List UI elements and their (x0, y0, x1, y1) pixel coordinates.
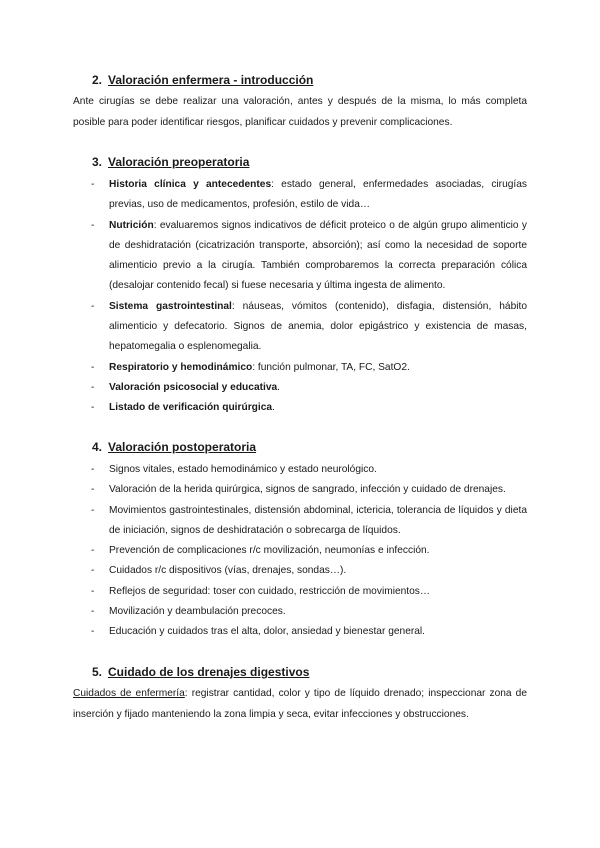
list-item: - Prevención de complicaciones r/c movilización, neumonías e infección. (91, 541, 527, 561)
item-text: : evaluaremos signos indicativos de déficit proteico o de algún grupo alimenticio y de deshidratación (cicatrización transporte, absorción); así como la necesidad de soporte alimenticio previo a la cirugía. También comprobaremos la correcta preparación cólica (desalojar contenido fecal) si fuese necesaria y última ingesta de alimento. (109, 219, 527, 292)
section-4-heading (92, 440, 256, 454)
preoperative-list (91, 175, 527, 419)
section-3-heading (92, 155, 249, 169)
section-2-heading (92, 73, 313, 87)
care-text: : registrar cantidad, color y tipo de líquido drenado; inspeccionar zona de inserción y fijado manteniendo la zona limpia y seca, evitar infecciones y obstrucciones. (73, 688, 527, 720)
section-number: 5. (92, 665, 103, 679)
list-item (91, 358, 527, 378)
item-label: Sistema gastrointestinal (109, 300, 232, 312)
list-item (91, 216, 527, 297)
section-number: 4. (92, 440, 103, 454)
list-item: - Educación y cuidados tras el alta, dolor, ansiedad y bienestar general. (91, 622, 527, 642)
list-item: - Cuidados r/c dispositivos (vías, drenajes, sondas…). (91, 561, 527, 581)
section-number: 3. (92, 155, 103, 169)
item-label: Valoración psicosocial y educativa (109, 381, 278, 393)
section-2-paragraph: Ante cirugías se debe realizar una valoración, antes y después de la misma, lo más completa posible para poder identificar riesgos, planificar cuidados y prevenir complicaciones. (73, 96, 527, 128)
section-title: Valoración postoperatoria (108, 440, 257, 454)
list-item: - Movilización y deambulación precoces. (91, 602, 527, 622)
item-text: : náuseas, vómitos (contenido), disfagia, distensión, hábito alimenticio y defecatorio. Signos de anemia, dolor epigástrico y existencia de masas, hepatomegalia o esplenomegalia. (109, 300, 527, 353)
list-item (91, 297, 527, 358)
list-item (91, 378, 527, 398)
item-text: . (272, 402, 275, 414)
item-text: : función pulmonar, TA, FC, SatO2. (252, 361, 410, 373)
item-label: Respiratorio y hemodinámico (109, 361, 253, 373)
section-5-heading (92, 665, 309, 679)
list-item: - Valoración de la herida quirúrgica, signos de sangrado, infección y cuidado de drenajes. (91, 480, 527, 500)
list-item (91, 398, 527, 418)
list-item: - Reflejos de seguridad: toser con cuidado, restricción de movimientos… (91, 582, 527, 602)
item-text: : estado general, enfermedades asociadas, cirugías previas, uso de medicamentos, profesión, estilo de vida… (109, 179, 527, 211)
item-label: Nutrición (109, 219, 154, 231)
care-label: Cuidados de enfermería (73, 688, 185, 699)
item-label: Listado de verificación quirúrgica (109, 402, 273, 414)
postoperative-list (91, 460, 527, 643)
section-title: Cuidado de los drenajes digestivos (108, 665, 310, 679)
list-item: - Signos vitales, estado hemodinámico y estado neurológico. (91, 460, 527, 480)
section-title: Valoración enfermera - introducción (108, 73, 314, 87)
item-label: Historia clínica y antecedentes (109, 179, 272, 190)
section-title: Valoración preoperatoria (108, 155, 250, 169)
list-item: - Movimientos gastrointestinales, distensión abdominal, ictericia, tolerancia de líquidos y dieta de iniciación, signos de deshidratación o sobrecarga de líquidos. (91, 501, 527, 542)
list-item (91, 175, 527, 216)
item-text: . (277, 381, 281, 393)
section-number: 2. (92, 73, 103, 87)
section-5-paragraph (73, 684, 527, 725)
